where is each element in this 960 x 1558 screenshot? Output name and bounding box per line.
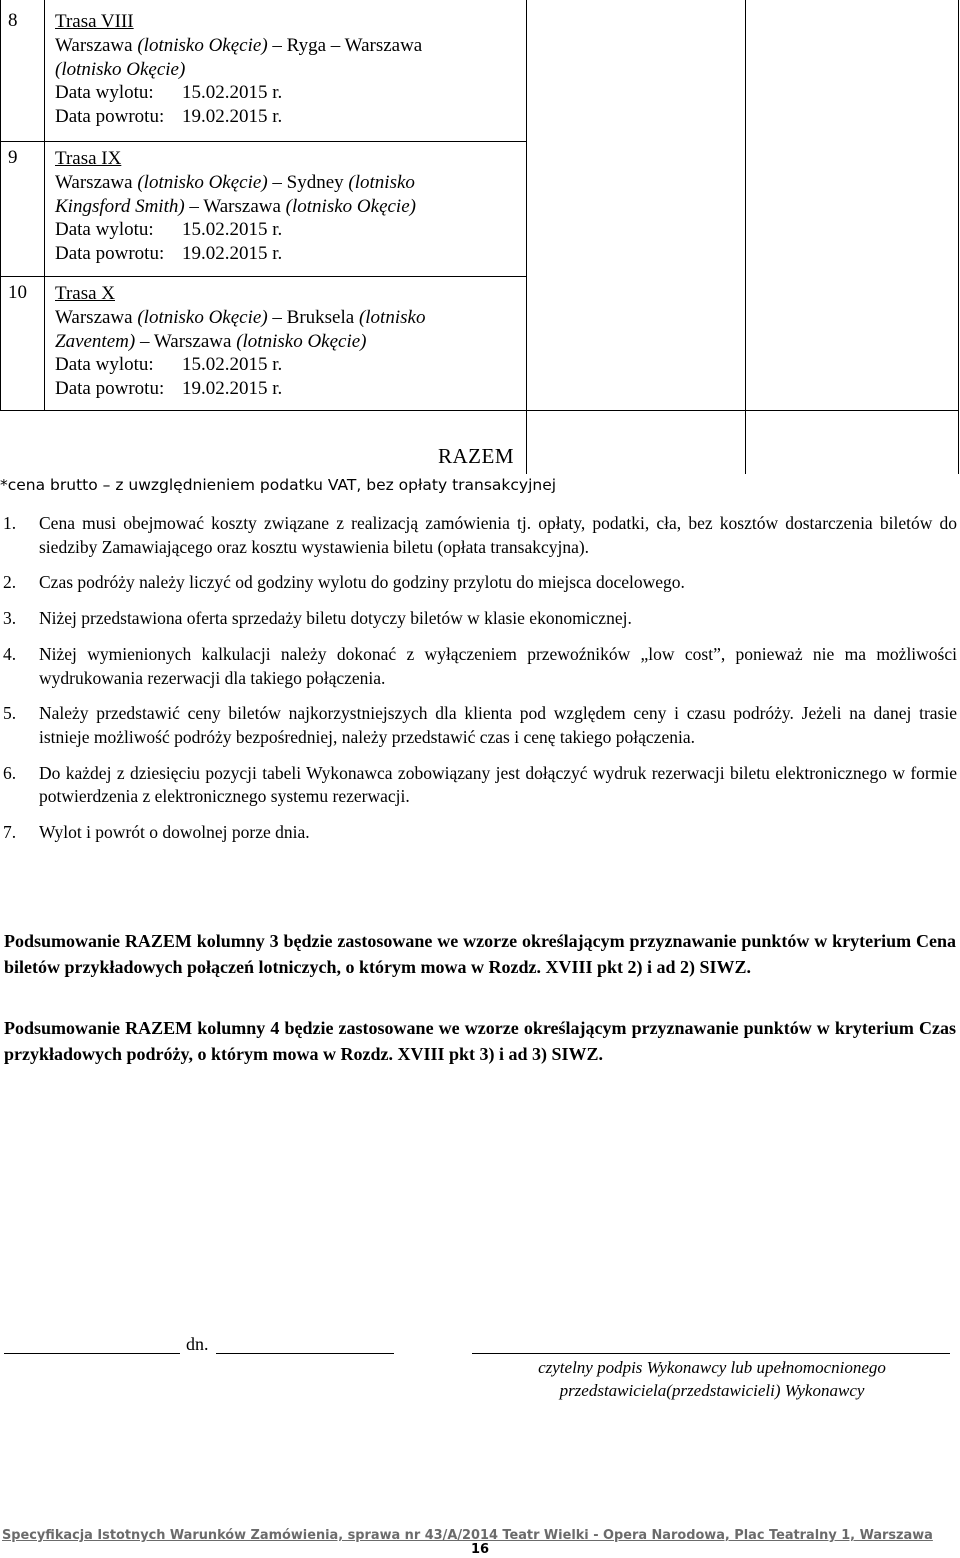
- table-border-route-col: [526, 0, 527, 474]
- note-number: 6.: [3, 762, 17, 783]
- departure-date: 15.02.2015 r.: [182, 82, 283, 104]
- price-footnote: *cena brutto – z uwzględnieniem podatku VAT, bez opłaty transakcyjnej: [0, 476, 557, 494]
- list-item: [0, 607, 957, 631]
- table-row: [55, 147, 525, 266]
- route-text: – Warszawa: [135, 330, 237, 352]
- list-item: [0, 762, 957, 809]
- departure-label: Data wylotu:: [55, 82, 154, 104]
- note-number: 1.: [3, 513, 17, 533]
- signature-caption: przedstawiciela(przedstawicieli) Wykonawcy: [559, 1381, 865, 1400]
- table-row: [55, 10, 525, 129]
- route-text: (lotnisko Okęcie): [137, 171, 268, 193]
- return-label: Data powrotu:: [55, 378, 165, 400]
- row-divider: [0, 141, 527, 142]
- note-number: 2.: [3, 572, 17, 593]
- departure-date: 15.02.2015 r.: [182, 219, 283, 241]
- route-text: (lotnisko Okęcie): [285, 195, 416, 217]
- return-label: Data powrotu:: [55, 243, 165, 265]
- page-number: 16: [471, 1542, 490, 1557]
- table-border-left: [0, 0, 1, 411]
- route-text: (lotnisko Okęcie): [137, 34, 268, 56]
- route-text: Kingsford Smith): [55, 195, 185, 217]
- note-text: Należy przedstawić ceny biletów najkorzystniejszych dla klienta pod względem ceny i czasu podróży. Jeżeli na danej trasie istnieje możliwość podróży bezpośredniej, należy przedstawić czas i cenę takiego połączenia.: [39, 703, 957, 747]
- total-label: RAZEM: [438, 444, 514, 468]
- route-text: – Bruksela: [267, 306, 359, 328]
- summary-paragraph-time: Podsumowanie RAZEM kolumny 4 będzie zastosowane we wzorze określającym przyznawanie punktów w kryterium Czas przykładowych podróży, o którym mowa w Rozdz. XVIII pkt 3) i ad 3) SIWZ.: [4, 1018, 956, 1064]
- row-divider: [0, 410, 959, 411]
- list-item: [0, 571, 957, 595]
- signature-line: [472, 1353, 950, 1354]
- place-signature-line: [4, 1353, 180, 1354]
- list-item: [0, 821, 957, 845]
- table-row: [55, 282, 525, 401]
- list-item: [0, 643, 957, 690]
- route-text: Warszawa: [55, 34, 138, 56]
- route-text: (lotnisko Okęcie): [236, 330, 367, 352]
- route-text: – Sydney: [267, 171, 349, 193]
- row-divider: [0, 276, 527, 277]
- return-date: 19.02.2015 r.: [182, 106, 283, 128]
- departure-label: Data wylotu:: [55, 219, 154, 241]
- route-text: (lotnisko Okęcie): [55, 58, 186, 80]
- route-text: Warszawa: [55, 306, 138, 328]
- route-text: – Warszawa: [184, 195, 286, 217]
- note-number: 7.: [3, 822, 17, 843]
- return-date: 19.02.2015 r.: [182, 378, 283, 400]
- route-title: Trasa X: [55, 283, 115, 304]
- list-item: [0, 512, 957, 559]
- routes-table: [0, 0, 959, 474]
- date-signature-line: [216, 1353, 394, 1354]
- date-label: dn.: [186, 1334, 209, 1354]
- note-text: Niżej przedstawiona oferta sprzedaży biletu dotyczy biletów w klasie ekonomicznej.: [39, 608, 632, 629]
- notes-list: [0, 512, 957, 857]
- summary-paragraph-price: Podsumowanie RAZEM kolumny 3 będzie zastosowane we wzorze określającym przyznawanie punktów w kryterium Cena biletów przykładowych połączeń lotniczych, o którym mowa w Rozdz. XVIII pkt 2) i ad 2) SIWZ.: [4, 931, 956, 977]
- route-text: Zaventem): [55, 330, 136, 352]
- departure-label: Data wylotu:: [55, 354, 154, 376]
- route-text: (lotnisko: [348, 171, 415, 193]
- route-text: – Ryga – Warszawa: [267, 34, 423, 56]
- note-text: Do każdej z dziesięciu pozycji tabeli Wykonawca zobowiązany jest dołączyć wydruk rezerwacji biletu elektronicznego w formie potwierdzenia z elektronicznego systemu rezerwacji.: [39, 762, 957, 807]
- note-text: Czas podróży należy liczyć od godziny wylotu do godziny przylotu do miejsca docelowego.: [39, 572, 685, 593]
- list-item: [0, 702, 957, 749]
- page-footer: Specyfikacja Istotnych Warunków Zamówienia, sprawa nr 43/A/2014 Teatr Wielki - Opera Narodowa, Plac Teatralny 1, Warszawa: [2, 1528, 933, 1543]
- departure-date: 15.02.2015 r.: [182, 354, 283, 376]
- note-text: Wylot i powrót o dowolnej porze dnia.: [39, 822, 310, 843]
- route-title: Trasa VIII: [55, 11, 134, 32]
- note-number: 3.: [3, 608, 17, 629]
- signature-caption: czytelny podpis Wykonawcy lub upełnomocnionego: [538, 1358, 886, 1377]
- row-number: 10: [8, 282, 27, 303]
- route-text: (lotnisko Okęcie): [137, 306, 268, 328]
- route-text: Warszawa: [55, 171, 138, 193]
- table-border-number-col: [44, 0, 45, 411]
- return-date: 19.02.2015 r.: [182, 243, 283, 265]
- table-border-right: [958, 0, 959, 474]
- table-border-price-col: [745, 0, 746, 474]
- row-number: 9: [8, 147, 18, 168]
- row-number: 8: [8, 10, 18, 31]
- note-text: Niżej wymienionych kalkulacji należy dokonać z wyłączeniem przewoźników „low cost”, ponieważ nie ma możliwości wydrukowania rezerwacji dla takiego połączenia.: [39, 643, 957, 688]
- note-text: Cena musi obejmować koszty związane z realizacją zamówienia tj. opłaty, podatki, cła, bez kosztów dostarczenia biletów do siedziby Zamawiającego oraz kosztu wystawienia biletu (opłata transakcyjna).: [39, 513, 957, 557]
- route-title: Trasa IX: [55, 148, 122, 169]
- route-text: (lotnisko: [358, 306, 426, 328]
- return-label: Data powrotu:: [55, 106, 165, 128]
- note-number: 5.: [3, 703, 17, 724]
- note-number: 4.: [3, 643, 17, 664]
